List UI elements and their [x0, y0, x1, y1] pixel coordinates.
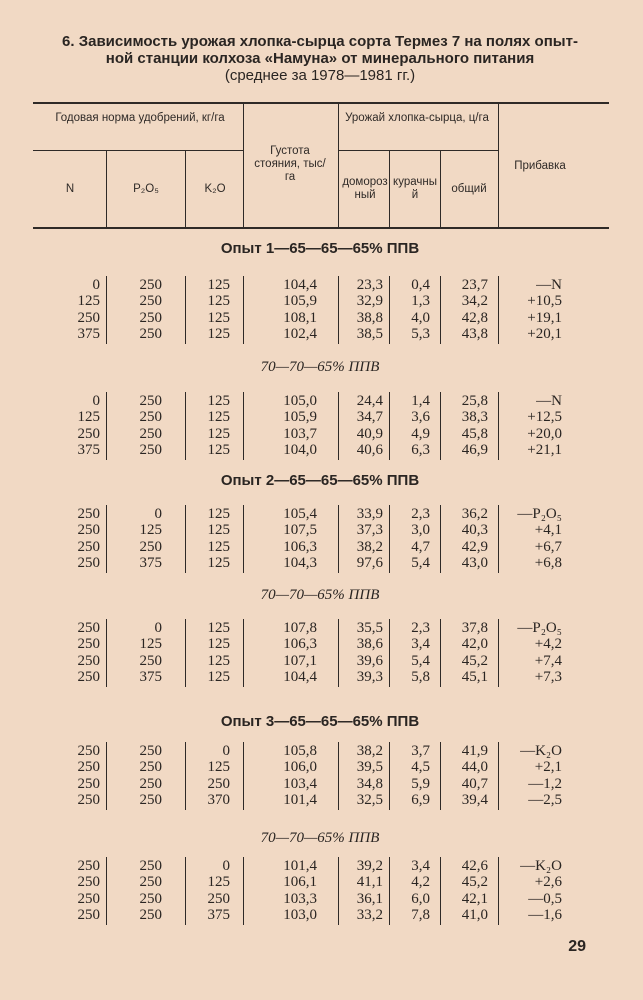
density-cell: 105,8: [283, 743, 317, 759]
pre-frost-cell: 24,4: [356, 393, 383, 409]
p2o5-cell: 125: [139, 636, 162, 653]
k2o-cell: 0: [222, 858, 230, 874]
pre-frost-cell: 35,5: [356, 620, 383, 636]
pre-frost-cell: 40,9: [356, 425, 383, 442]
kurak-cell: 5,3: [411, 326, 430, 343]
p2o5-cell: 250: [139, 442, 162, 459]
density-cell: 107,1: [283, 652, 317, 669]
pre-frost-cell: 36,1: [356, 890, 383, 907]
density-cell: 101,4: [283, 792, 317, 809]
header-yield: Урожай хлопка-сырца, ц/га: [345, 112, 489, 124]
total-cell: 34,2: [461, 293, 488, 310]
section-title: 70—70—65% ППВ: [260, 830, 380, 846]
k2o-cell: 125: [207, 874, 230, 891]
k2o-cell: 0: [222, 743, 230, 759]
total-cell: 43,0: [461, 555, 488, 572]
table-row: [0, 620, 643, 636]
increase-cell: +21,1: [527, 442, 562, 459]
title-line-1: 6. Зависимость урожая хлопка-сырца сорта Термез 7 на полях опыт-: [62, 33, 578, 50]
pre-frost-cell: 38,2: [356, 538, 383, 555]
increase-cell: —0,5: [528, 890, 562, 907]
pre-frost-cell: 38,8: [356, 309, 383, 326]
k2o-cell: 125: [207, 425, 230, 442]
table-row: [0, 776, 643, 792]
kurak-cell: 6,9: [411, 792, 430, 809]
table-row: [0, 858, 643, 874]
n-cell: 375: [77, 442, 100, 459]
table-row: [0, 442, 643, 458]
density-cell: 104,4: [283, 669, 317, 686]
n-cell: 250: [77, 309, 100, 326]
increase-cell: +7,3: [534, 669, 562, 686]
total-cell: 40,7: [461, 775, 488, 792]
pre-frost-cell: 32,5: [356, 792, 383, 809]
increase-cell: —N: [536, 393, 562, 409]
table-row: [0, 310, 643, 326]
n-cell: 250: [77, 669, 100, 686]
total-cell: 42,9: [461, 538, 488, 555]
total-cell: 25,8: [461, 393, 488, 409]
section-title: 70—70—65% ППВ: [260, 587, 380, 603]
pre-frost-cell: 38,6: [356, 636, 383, 653]
fert-subrule: [33, 150, 243, 151]
table-title: [40, 33, 600, 84]
p2o5-cell: 250: [139, 743, 162, 759]
increase-cell: +6,7: [534, 538, 562, 555]
total-cell: 41,9: [461, 743, 488, 759]
kurak-cell: 4,0: [411, 309, 430, 326]
k2o-cell: 370: [207, 792, 230, 809]
k2o-cell: 375: [207, 907, 230, 924]
pre-frost-cell: 32,9: [356, 293, 383, 310]
section-rows: [0, 277, 643, 343]
header-col-line: [498, 102, 499, 227]
density-cell: 105,9: [283, 293, 317, 310]
density-cell: 103,3: [283, 890, 317, 907]
k2o-cell: 125: [207, 538, 230, 555]
table-row: [0, 393, 643, 409]
n-cell: 0: [92, 393, 100, 409]
density-cell: 107,5: [283, 522, 317, 539]
n-cell: 250: [77, 620, 100, 636]
table-row: [0, 907, 643, 923]
p2o5-cell: 250: [139, 277, 162, 293]
increase-cell: —K₂O: [520, 858, 562, 874]
table-row: [0, 277, 643, 293]
section-title: 70—70—65% ППВ: [260, 359, 380, 375]
total-cell: 45,8: [461, 425, 488, 442]
table-row: [0, 743, 643, 759]
increase-cell: —1,6: [528, 907, 562, 924]
pre-frost-cell: 41,1: [356, 874, 383, 891]
n-cell: 250: [77, 555, 100, 572]
section-title: Опыт 1—65—65—65% ППВ: [220, 240, 420, 257]
total-cell: 36,2: [461, 506, 488, 522]
total-cell: 45,2: [461, 652, 488, 669]
k2o-cell: 125: [207, 620, 230, 636]
kurak-cell: 5,4: [411, 555, 430, 572]
kurak-cell: 3,7: [411, 743, 430, 759]
n-cell: 125: [77, 293, 100, 310]
increase-cell: +12,5: [527, 409, 562, 426]
k2o-cell: 125: [207, 409, 230, 426]
p2o5-cell: 0: [154, 506, 162, 522]
pre-frost-cell: 39,6: [356, 652, 383, 669]
table-row: [0, 426, 643, 442]
header-p2o5: P₂O₅: [133, 183, 159, 195]
increase-cell: +20,0: [527, 425, 562, 442]
kurak-cell: 1,4: [411, 393, 430, 409]
total-cell: 44,0: [461, 759, 488, 776]
kurak-cell: 0,4: [411, 277, 430, 293]
n-cell: 250: [77, 743, 100, 759]
density-cell: 107,8: [283, 620, 317, 636]
pre-frost-cell: 34,8: [356, 775, 383, 792]
increase-cell: —P₂O₅: [517, 506, 562, 522]
kurak-cell: 1,3: [411, 293, 430, 310]
k2o-cell: 125: [207, 555, 230, 572]
total-cell: 37,8: [461, 620, 488, 636]
kurak-cell: 4,5: [411, 759, 430, 776]
header-col-line: [185, 151, 186, 227]
k2o-cell: 125: [207, 277, 230, 293]
header-k2o: K₂O: [204, 183, 226, 195]
p2o5-cell: 250: [139, 858, 162, 874]
table-row: [0, 636, 643, 652]
density-cell: 106,3: [283, 636, 317, 653]
density-cell: 108,1: [283, 309, 317, 326]
pre-frost-cell: 97,6: [356, 555, 383, 572]
header-n: N: [65, 183, 75, 195]
p2o5-cell: 250: [139, 293, 162, 310]
pre-frost-cell: 37,3: [356, 522, 383, 539]
header-col-line: [106, 151, 107, 227]
section-title: Опыт 2—65—65—65% ППВ: [220, 472, 420, 489]
kurak-cell: 5,4: [411, 652, 430, 669]
density-cell: 103,7: [283, 425, 317, 442]
header-col-line: [338, 102, 339, 227]
total-cell: 38,3: [461, 409, 488, 426]
p2o5-cell: 0: [154, 620, 162, 636]
density-cell: 103,4: [283, 775, 317, 792]
density-cell: 106,0: [283, 759, 317, 776]
k2o-cell: 125: [207, 652, 230, 669]
kurak-cell: 4,7: [411, 538, 430, 555]
kurak-cell: 4,2: [411, 874, 430, 891]
table-row: [0, 293, 643, 309]
increase-cell: —P₂O₅: [517, 620, 562, 636]
header-kurak: курачный: [393, 176, 437, 201]
kurak-cell: 2,3: [411, 506, 430, 522]
total-cell: 45,2: [461, 874, 488, 891]
n-cell: 0: [92, 277, 100, 293]
n-cell: 250: [77, 538, 100, 555]
kurak-cell: 5,9: [411, 775, 430, 792]
p2o5-cell: 250: [139, 792, 162, 809]
density-cell: 104,4: [283, 277, 317, 293]
section-rows: [0, 858, 643, 924]
density-cell: 106,1: [283, 874, 317, 891]
header-pre-frost: доморозный: [342, 176, 388, 201]
pre-frost-cell: 39,2: [356, 858, 383, 874]
pre-frost-cell: 23,3: [356, 277, 383, 293]
kurak-cell: 5,8: [411, 669, 430, 686]
increase-cell: +19,1: [527, 309, 562, 326]
density-cell: 103,0: [283, 907, 317, 924]
k2o-cell: 125: [207, 326, 230, 343]
pre-frost-cell: 33,2: [356, 907, 383, 924]
k2o-cell: 125: [207, 293, 230, 310]
pre-frost-cell: 39,3: [356, 669, 383, 686]
pre-frost-cell: 39,5: [356, 759, 383, 776]
total-cell: 42,6: [461, 858, 488, 874]
table-row: [0, 669, 643, 685]
title-line-3: (среднее за 1978—1981 гг.): [224, 67, 416, 84]
increase-cell: +4,2: [534, 636, 562, 653]
p2o5-cell: 250: [139, 874, 162, 891]
p2o5-cell: 250: [139, 425, 162, 442]
header-bottom-rule: [33, 227, 609, 229]
increase-cell: +2,1: [534, 759, 562, 776]
pre-frost-cell: 34,7: [356, 409, 383, 426]
table-row: [0, 326, 643, 342]
table-row: [0, 555, 643, 571]
kurak-cell: 3,4: [411, 858, 430, 874]
table-row: [0, 874, 643, 890]
total-cell: 42,1: [461, 890, 488, 907]
n-cell: 250: [77, 775, 100, 792]
increase-cell: +7,4: [534, 652, 562, 669]
table-row: [0, 653, 643, 669]
total-cell: 23,7: [461, 277, 488, 293]
increase-cell: +6,8: [534, 555, 562, 572]
total-cell: 39,4: [461, 792, 488, 809]
total-cell: 46,9: [461, 442, 488, 459]
p2o5-cell: 250: [139, 409, 162, 426]
n-cell: 250: [77, 425, 100, 442]
total-cell: 40,3: [461, 522, 488, 539]
table-row: [0, 506, 643, 522]
p2o5-cell: 250: [139, 907, 162, 924]
header-col-line: [243, 102, 244, 227]
header-fert-norm: Годовая норма удобрений, кг/га: [55, 112, 225, 124]
p2o5-cell: 250: [139, 759, 162, 776]
n-cell: 250: [77, 759, 100, 776]
kurak-cell: 4,9: [411, 425, 430, 442]
n-cell: 250: [77, 792, 100, 809]
k2o-cell: 125: [207, 759, 230, 776]
n-cell: 250: [77, 874, 100, 891]
total-cell: 41,0: [461, 907, 488, 924]
kurak-cell: 3,4: [411, 636, 430, 653]
increase-cell: +10,5: [527, 293, 562, 310]
n-cell: 250: [77, 907, 100, 924]
density-cell: 106,3: [283, 538, 317, 555]
k2o-cell: 125: [207, 522, 230, 539]
table-row: [0, 891, 643, 907]
density-cell: 105,9: [283, 409, 317, 426]
k2o-cell: 125: [207, 669, 230, 686]
density-cell: 101,4: [283, 858, 317, 874]
kurak-cell: 3,0: [411, 522, 430, 539]
n-cell: 250: [77, 506, 100, 522]
table-row: [0, 539, 643, 555]
k2o-cell: 125: [207, 442, 230, 459]
section-rows: [0, 506, 643, 572]
total-cell: 45,1: [461, 669, 488, 686]
pre-frost-cell: 38,2: [356, 743, 383, 759]
title-line-2: ной станции колхоза «Намуна» от минерального питания: [105, 50, 535, 67]
section-rows: [0, 393, 643, 459]
table-row: [0, 409, 643, 425]
p2o5-cell: 375: [139, 555, 162, 572]
header-col-line: [440, 151, 441, 227]
density-cell: 104,0: [283, 442, 317, 459]
p2o5-cell: 125: [139, 522, 162, 539]
increase-cell: —K₂O: [520, 743, 562, 759]
k2o-cell: 125: [207, 506, 230, 522]
kurak-cell: 2,3: [411, 620, 430, 636]
kurak-cell: 6,0: [411, 890, 430, 907]
p2o5-cell: 250: [139, 652, 162, 669]
yield-subrule: [338, 150, 498, 151]
n-cell: 250: [77, 652, 100, 669]
pre-frost-cell: 40,6: [356, 442, 383, 459]
section-rows: [0, 743, 643, 809]
k2o-cell: 250: [207, 890, 230, 907]
increase-cell: —2,5: [528, 792, 562, 809]
p2o5-cell: 250: [139, 309, 162, 326]
header-density: Густота стояния, тыс/га: [254, 145, 326, 183]
n-cell: 375: [77, 326, 100, 343]
k2o-cell: 125: [207, 636, 230, 653]
kurak-cell: 7,8: [411, 907, 430, 924]
kurak-cell: 3,6: [411, 409, 430, 426]
increase-cell: +20,1: [527, 326, 562, 343]
table-row: [0, 522, 643, 538]
table-row: [0, 759, 643, 775]
p2o5-cell: 250: [139, 393, 162, 409]
density-cell: 102,4: [283, 326, 317, 343]
increase-cell: —1,2: [528, 775, 562, 792]
density-cell: 105,0: [283, 393, 317, 409]
p2o5-cell: 250: [139, 890, 162, 907]
table-row: [0, 792, 643, 808]
n-cell: 250: [77, 636, 100, 653]
section-title: Опыт 3—65—65—65% ППВ: [220, 713, 420, 730]
n-cell: 250: [77, 858, 100, 874]
p2o5-cell: 375: [139, 669, 162, 686]
increase-cell: —N: [536, 277, 562, 293]
header-total: общий: [451, 183, 487, 195]
density-cell: 105,4: [283, 506, 317, 522]
total-cell: 42,8: [461, 309, 488, 326]
p2o5-cell: 250: [139, 775, 162, 792]
n-cell: 250: [77, 522, 100, 539]
pre-frost-cell: 33,9: [356, 506, 383, 522]
increase-cell: +2,6: [534, 874, 562, 891]
kurak-cell: 6,3: [411, 442, 430, 459]
pre-frost-cell: 38,5: [356, 326, 383, 343]
p2o5-cell: 250: [139, 326, 162, 343]
n-cell: 250: [77, 890, 100, 907]
increase-cell: +4,1: [534, 522, 562, 539]
section-rows: [0, 620, 643, 686]
header-top-rule: [33, 102, 609, 104]
page-number: 29: [568, 938, 586, 955]
total-cell: 42,0: [461, 636, 488, 653]
n-cell: 125: [77, 409, 100, 426]
k2o-cell: 250: [207, 775, 230, 792]
k2o-cell: 125: [207, 393, 230, 409]
k2o-cell: 125: [207, 309, 230, 326]
header-increase: Прибавка: [514, 160, 566, 172]
density-cell: 104,3: [283, 555, 317, 572]
p2o5-cell: 250: [139, 538, 162, 555]
total-cell: 43,8: [461, 326, 488, 343]
